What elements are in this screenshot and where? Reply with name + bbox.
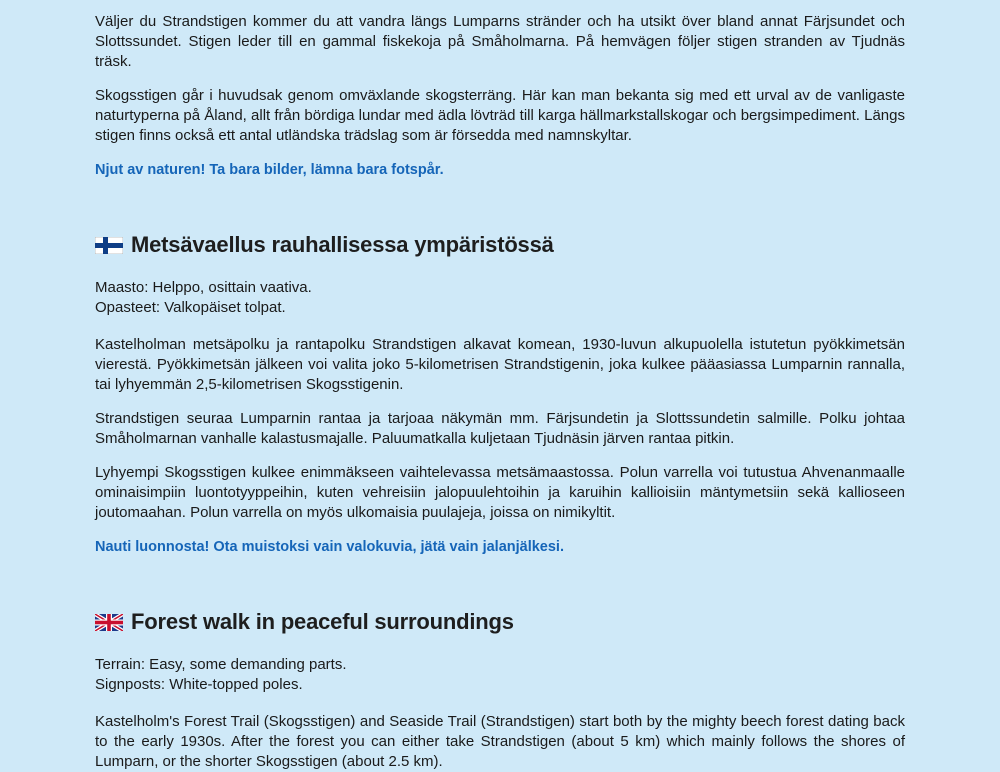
document-page: [95, 0, 905, 772]
finnish-paragraph-3: Lyhyempi Skogsstigen kulkee enimmäkseen vaihtelevassa metsämaastossa. Polun varrella voi tutustua Ahvenanmaalle ominaisimpiin luontotyyppeihin, kuten vehreisiin jalopuulehtoihin ja karuihin kallioisiin mäntymetsiin sekä kallioseen joutomaahan. Polun varrella on myös ulkomaisia puulajeja, joissa on nimikyltit.: [95, 464, 905, 521]
finnish-section-heading: [95, 232, 905, 258]
finnish-trail-info: [95, 278, 905, 318]
swedish-paragraph-2: Skogsstigen går i huvudsak genom omväxlande skogsterräng. Här kan man bekanta sig med ett urval av de vanligaste naturtyperna på Åland, allt från bördiga lundar med ädla lövträd till karga hällmarkstallskogar och bergsimpediment. Längs stigen finns också ett antal utländska trädslag som är försedda med namnskyltar.: [95, 87, 905, 144]
finnish-terrain: Maasto: Helppo, osittain vaativa.: [95, 279, 312, 296]
english-section-heading: [95, 609, 905, 635]
finnish-paragraph-1: Kastelholman metsäpolku ja rantapolku Strandstigen alkavat komean, 1930-luvun alkupuolella istutetun pyökkimetsän vierestä. Pyökkimetsän jälkeen voi valita joko 5-kilometrisen Strandstigenin, joka kulkee pääasiassa Lumparnin rannalla, tai lyhyemmän 2,5-kilometrisen Skogsstigenin.: [95, 336, 905, 393]
english-paragraph-1: Kastelholm's Forest Trail (Skogsstigen) and Seaside Trail (Strandstigen) start both by the mighty beech forest dating back to the early 1930s. After the forest you can either take Strandstigen (about 5 km) which mainly follows the shores of Lumparn, or the shorter Skogsstigen (about 2.5 km).: [95, 713, 905, 770]
finnish-signposts: Opasteet: Valkopäiset tolpat.: [95, 299, 286, 316]
english-signposts: Signposts: White-topped poles.: [95, 676, 303, 693]
english-trail-info: [95, 655, 905, 695]
finland-flag-icon: [95, 237, 123, 254]
english-terrain: Terrain: Easy, some demanding parts.: [95, 656, 347, 673]
finnish-heading-text: Metsävaellus rauhallisessa ympäristössä: [131, 232, 554, 257]
uk-flag-icon: [95, 614, 123, 631]
finnish-callout: Nauti luonnosta! Ota muistoksi vain valokuvia, jätä vain jalanjälkesi.: [95, 539, 564, 555]
swedish-paragraph-1: Väljer du Strandstigen kommer du att vandra längs Lumparns stränder och ha utsikt över bland annat Färjsundet och Slottssundet. Stigen leder till en gammal fiskekoja på Småholmarna. På hemvägen följer stigen stranden av Tjudnäs träsk.: [95, 13, 905, 70]
english-heading-text: Forest walk in peaceful surroundings: [131, 609, 514, 634]
swedish-callout: Njut av naturen! Ta bara bilder, lämna bara fotspår.: [95, 162, 444, 178]
finnish-paragraph-2: Strandstigen seuraa Lumparnin rantaa ja tarjoaa näkymän mm. Färjsundetin ja Slottssundetin salmille. Polku johtaa Småholmarnan vanhalle kalastusmajalle. Paluumatkalla kuljetaan Tjudnäsin järven rantaa pitkin.: [95, 410, 905, 447]
